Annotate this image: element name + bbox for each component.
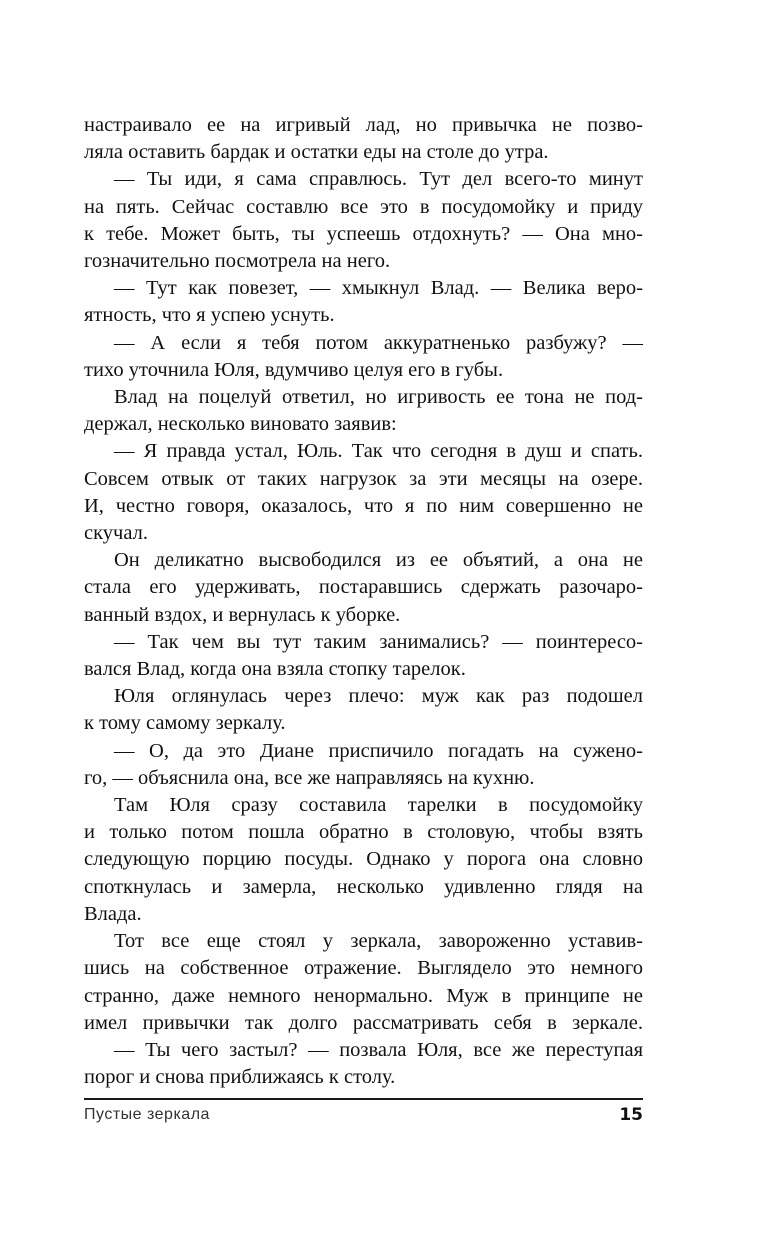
text-line: Совсем отвык от таких нагрузок за эти месяцы на озере. bbox=[84, 467, 643, 490]
text-line: Он деликатно высвободился из ее объятий, а она не bbox=[114, 549, 643, 572]
text-line: стала его удерживать, постаравшись сдержать разочаро- bbox=[84, 576, 643, 599]
body-text bbox=[84, 112, 643, 1091]
text-line: странно, даже немного ненормально. Муж в принципе не bbox=[84, 984, 643, 1007]
text-line: Юля оглянулась через плечо: муж как раз подошел bbox=[114, 685, 643, 708]
text-line: — Так чем вы тут таким занимались? — поинтересо- bbox=[114, 630, 643, 653]
text-line: — Я правда устал, Юль. Так что сегодня в душ и спать. bbox=[114, 440, 643, 463]
text-line: к тому самому зеркалу. bbox=[84, 712, 286, 735]
text-line: и только потом пошла обратно в столовую, чтобы взять bbox=[84, 821, 643, 844]
text-line: порог и снова приближаясь к столу. bbox=[84, 1066, 396, 1089]
text-line: на пять. Сейчас составлю все это в посудомойку и приду bbox=[84, 195, 643, 218]
text-line: Влад на поцелуй ответил, но игривость ее тона не под- bbox=[114, 386, 643, 409]
text-line: ляла оставить бардак и остатки еды на столе до утра. bbox=[84, 141, 549, 164]
page-number: 15 bbox=[619, 1105, 643, 1125]
text-line: — О, да это Диане приспичило погадать на сужено- bbox=[114, 739, 643, 762]
text-line: тихо уточнила Юля, вдумчиво целуя его в губы. bbox=[84, 358, 504, 381]
text-line: скучал. bbox=[84, 522, 148, 545]
text-line: следующую порцию посуды. Однако у порога она словно bbox=[84, 848, 643, 871]
text-line: Влада. bbox=[84, 902, 142, 925]
text-line: ванный вздох, и вернулась к уборке. bbox=[84, 603, 401, 626]
text-line: го, — объяснила она, все же направляясь на кухню. bbox=[84, 766, 535, 789]
running-footer-title: Пустые зеркала bbox=[84, 1106, 210, 1123]
footer-rule bbox=[84, 1098, 643, 1100]
text-line: Тот все еще стоял у зеркала, завороженно уставив- bbox=[114, 930, 643, 953]
text-line: споткнулась и замерла, несколько удивленно глядя на bbox=[84, 875, 643, 898]
text-line: имел привычки так долго рассматривать себя в зеркале. bbox=[84, 1011, 643, 1034]
text-line: шись на собственное отражение. Выглядело это немного bbox=[84, 957, 643, 980]
text-line: вался Влад, когда она взяла стопку тарелок. bbox=[84, 658, 466, 681]
text-line: — Ты чего застыл? — позвала Юля, все же переступая bbox=[114, 1038, 643, 1061]
text-line: гозначительно посмотрела на него. bbox=[84, 250, 391, 273]
text-line: — А если я тебя потом аккуратненько разбужу? — bbox=[114, 331, 643, 354]
text-line: — Тут как повезет, — хмыкнул Влад. — Велика веро- bbox=[114, 277, 643, 300]
text-line: настраивало ее на игривый лад, но привычка не позво- bbox=[84, 114, 643, 136]
text-line: И, честно говоря, оказалось, что я по ним совершенно не bbox=[84, 494, 643, 517]
text-line: к тебе. Может быть, ты успеешь отдохнуть? — Она мно- bbox=[84, 222, 643, 245]
text-line: ятность, что я успею уснуть. bbox=[84, 304, 335, 327]
text-line: — Ты иди, я сама справлюсь. Тут дел всего-то минут bbox=[114, 168, 643, 191]
text-line: держал, несколько виновато заявив: bbox=[84, 413, 397, 436]
text-line: Там Юля сразу составила тарелки в посудомойку bbox=[114, 794, 643, 817]
